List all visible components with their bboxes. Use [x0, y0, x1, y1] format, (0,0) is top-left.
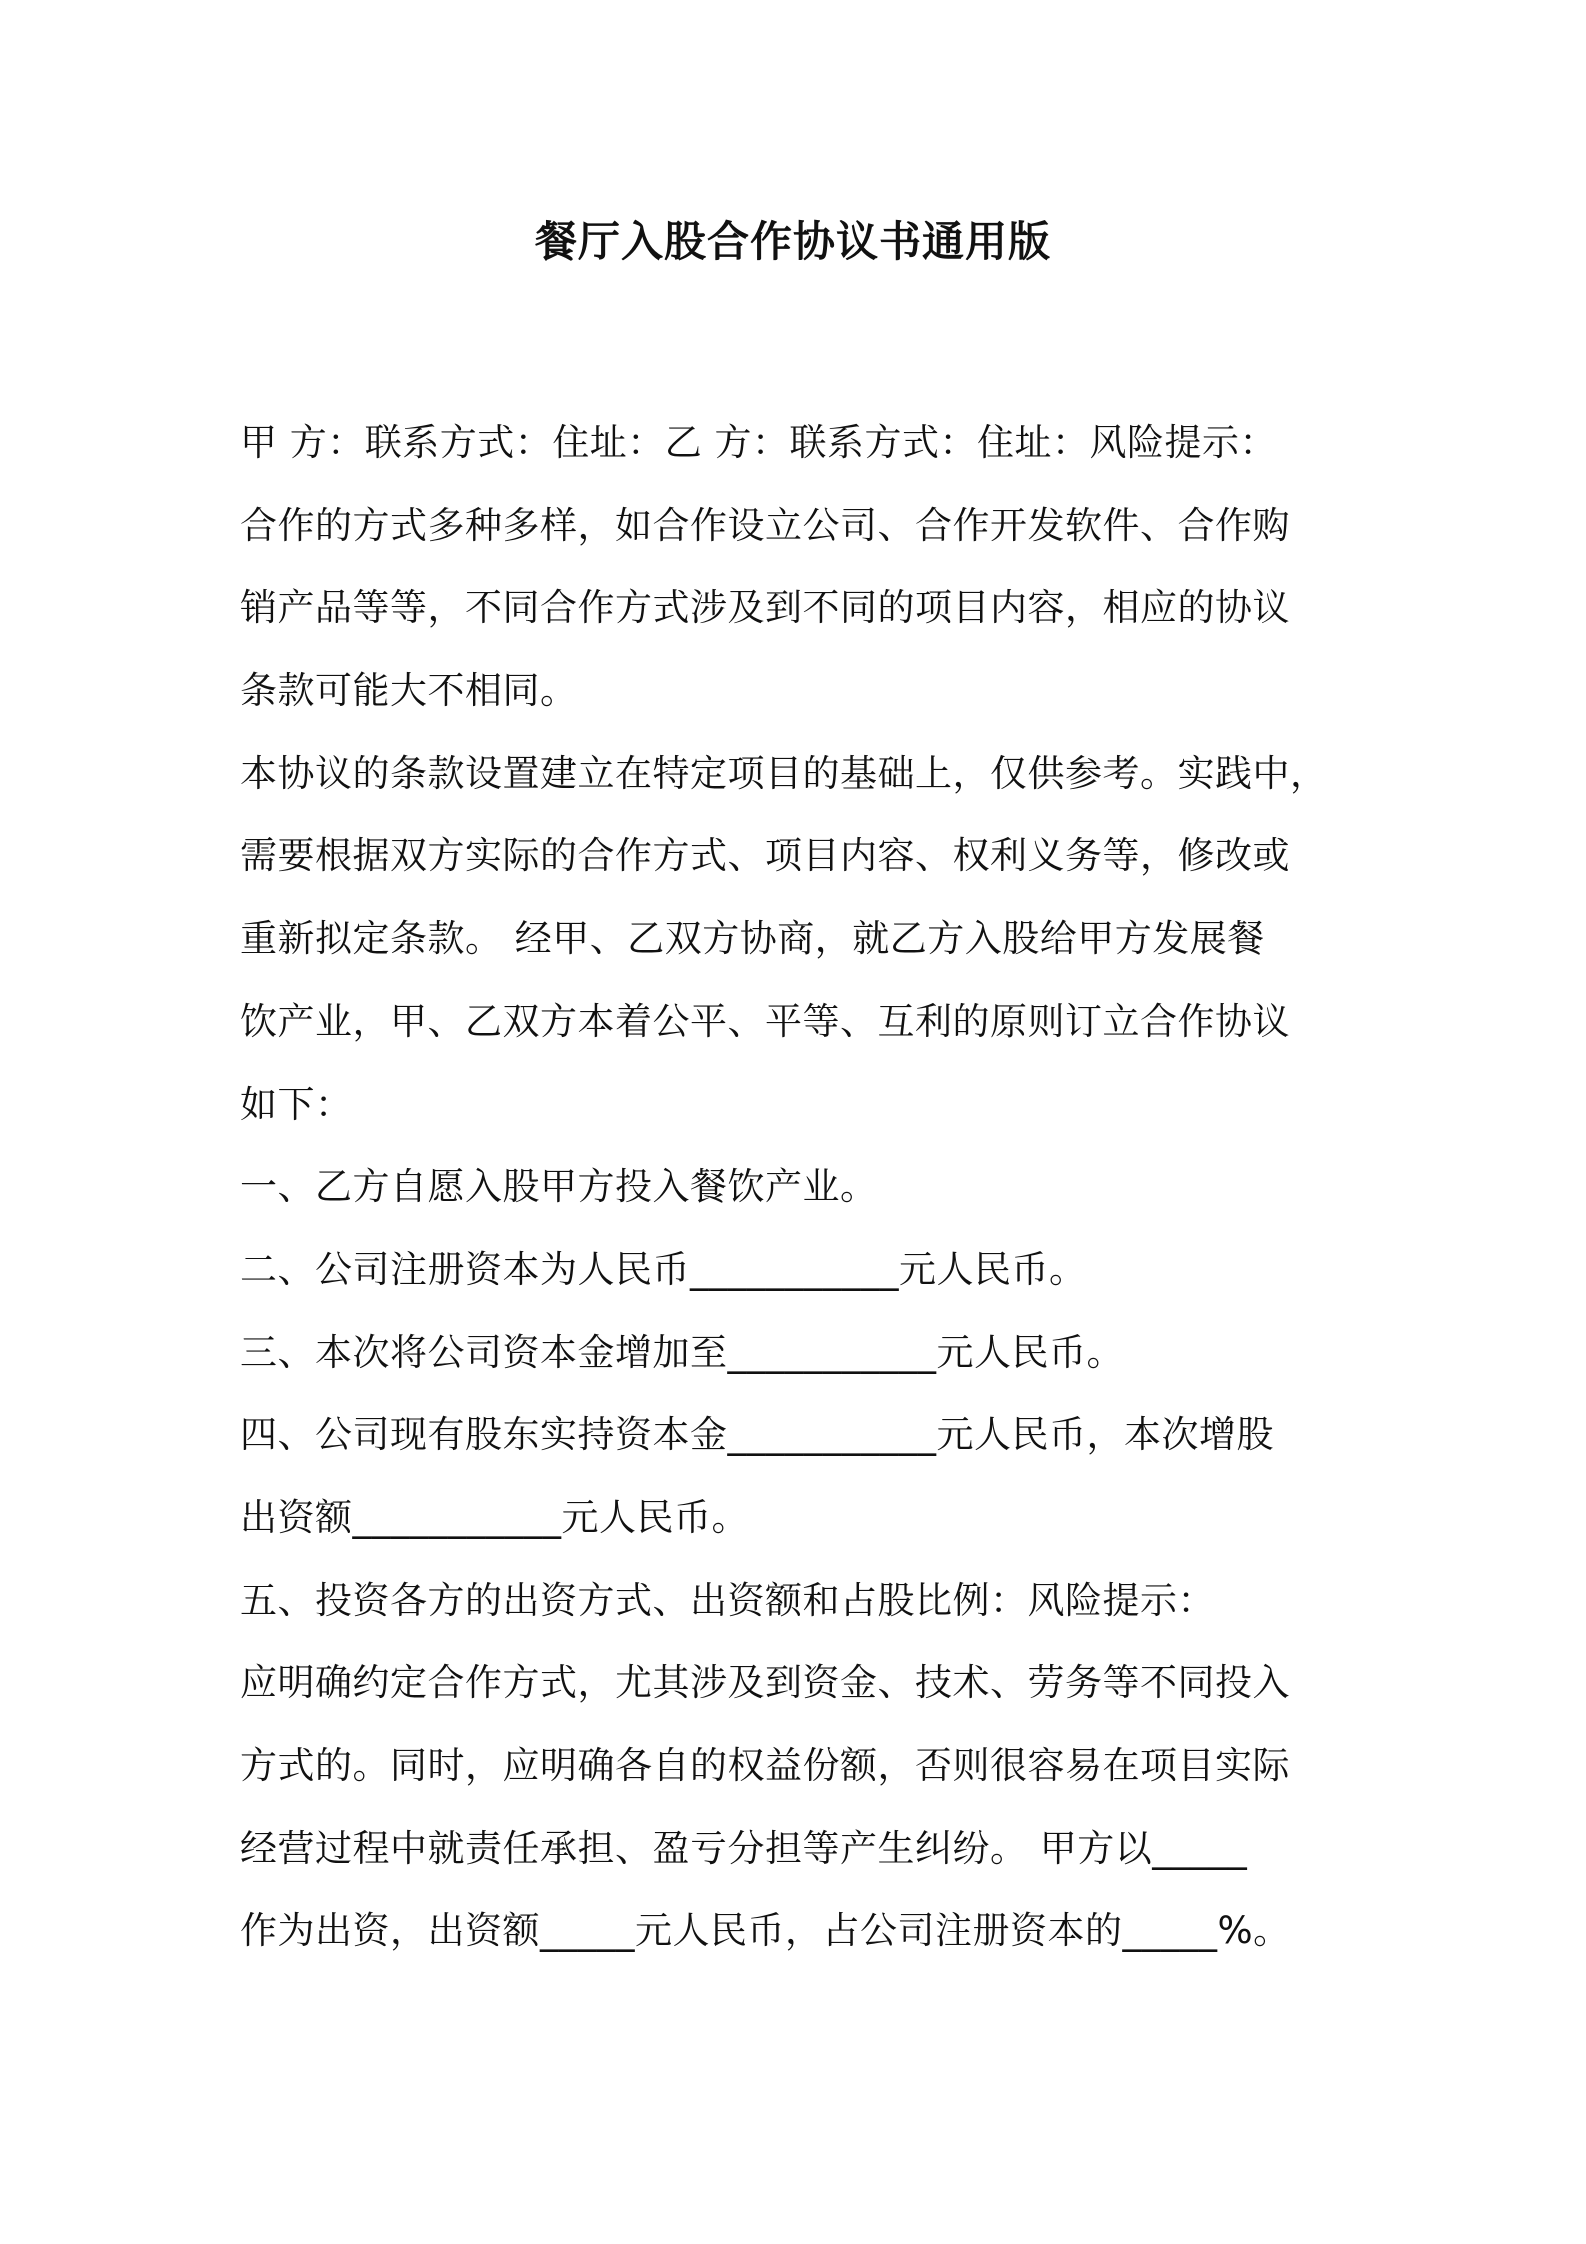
document-title: 餐厅入股合作协议书通用版: [534, 217, 1051, 266]
body-line: 经营过程中就责任承担、盈亏分担等产生纠纷。 甲方以_____: [240, 1826, 1248, 1870]
clause-5: 五、投资各方的出资方式、出资额和占股比例：风险提示：: [240, 1578, 1215, 1622]
body-line: 合作的方式多种多样，如合作设立公司、合作开发软件、合作购: [240, 503, 1290, 547]
clause-4: 四、公司现有股东实持资本金___________元人民币，本次增股: [240, 1413, 1274, 1457]
body-line: 条款可能大不相同。: [240, 669, 578, 713]
body-line: 饮产业，甲、乙双方本着公平、平等、互利的原则订立合作协议: [240, 999, 1290, 1043]
clause-1: 一、乙方自愿入股甲方投入餐饮产业。: [240, 1165, 878, 1209]
body-line: 应明确约定合作方式，尤其涉及到资金、技术、劳务等不同投入: [240, 1661, 1290, 1705]
body-line: 重新拟定条款。 经甲、乙双方协商，就乙方入股给甲方发展餐: [240, 917, 1265, 961]
clause-4-continued: 出资额___________元人民币。: [240, 1495, 749, 1539]
clause-3: 三、本次将公司资本金增加至___________元人民币。: [240, 1330, 1124, 1374]
document-body: [240, 402, 1360, 1973]
body-line: 本协议的条款设置建立在特定项目的基础上，仅供参考。实践中，: [240, 751, 1328, 795]
clause-2: 二、公司注册资本为人民币___________元人民币。: [240, 1247, 1087, 1291]
body-line: 需要根据双方实际的合作方式、项目内容、权利义务等，修改或: [240, 834, 1290, 878]
body-line: 甲 方：联系方式：住址：乙 方：联系方式：住址：风险提示：: [240, 421, 1278, 464]
body-line: 销产品等等，不同合作方式涉及到不同的项目内容，相应的协议: [240, 586, 1290, 630]
body-line: 方式的。同时，应明确各自的权益份额，否则很容易在项目实际: [240, 1744, 1290, 1787]
body-line: 如下：: [240, 1082, 353, 1126]
body-line: 作为出资，出资额_____元人民币，占公司注册资本的_____%。: [240, 1909, 1291, 1953]
